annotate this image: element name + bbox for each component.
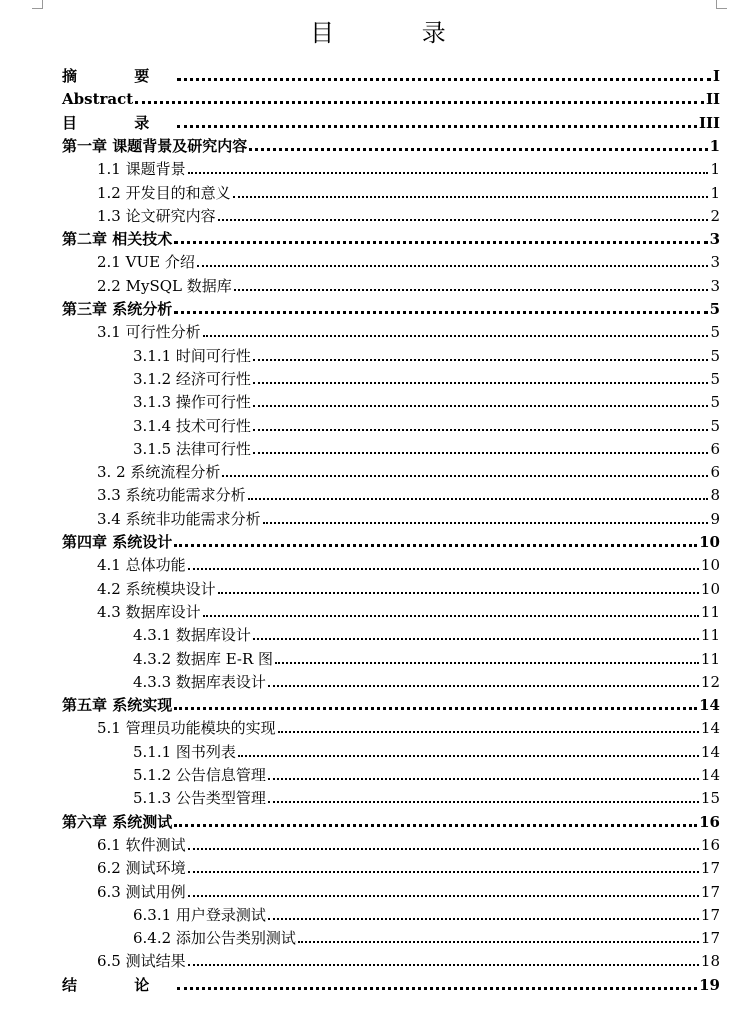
toc-dot-leader [298, 941, 699, 943]
toc-entry-title: 6.4.2 添加公告类别测试 [133, 929, 296, 948]
toc-entry-title: 3.1 可行性分析 [97, 323, 201, 342]
toc-entry-page-number: 17 [700, 905, 720, 924]
toc-entry[interactable] [62, 133, 720, 155]
toc-entry-page-number: 17 [700, 859, 720, 878]
toc-entry-title: 6.1 软件测试 [97, 835, 186, 854]
toc-entry[interactable] [62, 226, 720, 248]
toc-entry-page-number: 11 [700, 649, 720, 668]
toc-entry[interactable] [97, 599, 720, 621]
page-corner-mark-left [32, 0, 43, 9]
toc-entry-page-number: 5 [709, 300, 720, 318]
toc-dot-leader [188, 964, 699, 966]
toc-entry[interactable] [97, 948, 720, 970]
toc-entry-title: 4.3.2 数据库 E-R 图 [133, 649, 274, 668]
toc-entry[interactable] [97, 459, 720, 481]
toc-entry-title: 3.1.1 时间可行性 [133, 346, 251, 365]
toc-entry-page-number: 5 [710, 416, 720, 435]
toc-dot-leader [263, 522, 709, 524]
toc-entry-title: 3.1.2 经济可行性 [133, 369, 251, 388]
toc-dot-leader [238, 755, 699, 757]
toc-entry-title: 3.1.3 操作可行性 [133, 393, 251, 412]
toc-entry-page-number: 14 [700, 742, 720, 761]
toc-entry[interactable] [97, 879, 720, 901]
toc-entry-title: 4.1 总体功能 [97, 556, 186, 575]
toc-entry-page-number: 2 [710, 206, 720, 225]
toc-entry[interactable] [133, 739, 720, 761]
toc-entry-title: 3.1.5 法律可行性 [133, 439, 251, 458]
toc-entry[interactable] [133, 343, 720, 365]
toc-entry-title: 1.2 开发目的和意义 [97, 183, 231, 202]
toc-entry-title: 3.4 系统非功能需求分析 [97, 509, 261, 528]
toc-entry[interactable] [133, 925, 720, 947]
toc-entry-title: 5.1.3 公告类型管理 [133, 789, 266, 808]
toc-entry[interactable] [133, 646, 720, 668]
toc-entry-page-number: 16 [699, 812, 720, 831]
toc-entry-title: 3.1.4 技术可行性 [133, 416, 251, 435]
toc-entry-title: 6.3.1 用户登录测试 [133, 905, 266, 924]
toc-entry-page-number: 16 [700, 835, 720, 854]
toc-entry-title: 5.1.2 公告信息管理 [133, 766, 266, 784]
toc-entry-page-number: 1 [710, 160, 720, 179]
toc-dot-leader [174, 824, 697, 827]
toc-entry-title: 3.3 系统功能需求分析 [97, 486, 246, 505]
toc-entry-title: 1.1 课题背景 [97, 160, 186, 179]
toc-dot-leader [135, 101, 704, 104]
toc-dot-leader [177, 125, 697, 128]
toc-entry-title: 4.2 系统模块设计 [97, 579, 216, 598]
toc-entry[interactable] [62, 809, 720, 831]
toc-entry-page-number: 5 [710, 323, 720, 342]
toc-dot-leader [188, 172, 709, 174]
toc-entry-page-number: 5 [710, 369, 720, 388]
toc-entry-title: 6.2 测试环境 [97, 859, 186, 878]
toc-entry-page-number: 3 [710, 276, 720, 295]
toc-entry-title: 5.1 管理员功能模块的实现 [97, 719, 276, 738]
toc-entry-title: 第三章 系统分析 [62, 300, 173, 318]
toc-entry-page-number: 17 [700, 929, 720, 948]
toc-entry-page-number: 3 [709, 230, 720, 249]
toc-entry[interactable] [62, 86, 720, 108]
toc-entry[interactable] [133, 413, 720, 435]
toc-entry[interactable] [97, 156, 720, 178]
toc-entry[interactable] [62, 972, 720, 994]
toc-dot-leader [253, 382, 709, 384]
toc-entry-title: 2.2 MySQL 数据库 [97, 276, 232, 295]
toc-entry-page-number: 11 [700, 626, 720, 645]
toc-entry[interactable] [133, 902, 720, 924]
toc-dot-leader [188, 848, 699, 850]
toc-dot-leader [268, 685, 699, 687]
toc-dot-leader [177, 78, 711, 81]
toc-entry[interactable] [133, 669, 720, 691]
toc-entry[interactable] [97, 715, 720, 737]
toc-entry-title: 第二章 相关技术 [62, 230, 173, 249]
toc-entry-title: 4.3 数据库设计 [97, 602, 201, 621]
toc-entry-title: 第六章 系统测试 [62, 812, 173, 831]
toc-entry-page-number: 8 [710, 486, 720, 505]
toc-entry-page-number: 10 [700, 556, 720, 575]
toc-dot-leader [253, 359, 709, 361]
toc-entry[interactable] [62, 296, 720, 318]
toc-entry-page-number: 19 [699, 975, 720, 994]
toc-entry[interactable] [133, 366, 720, 388]
toc-entry-page-number: 15 [700, 789, 720, 808]
toc-dot-leader [174, 707, 697, 710]
toc-dot-leader [275, 662, 699, 664]
toc-dot-leader [203, 335, 709, 337]
toc-entry-title: 第五章 系统实现 [62, 696, 173, 715]
toc-dot-leader [188, 895, 699, 897]
toc-dot-leader [248, 498, 709, 500]
toc-entry-title: 3. 2 系统流程分析 [97, 463, 221, 482]
toc-entry[interactable] [97, 855, 720, 877]
toc-dot-leader [253, 429, 709, 431]
toc-entry-title: 4.3.3 数据库表设计 [133, 672, 266, 691]
toc-dot-leader [174, 241, 707, 244]
toc-entry-title: 6.3 测试用例 [97, 882, 186, 901]
toc-entry[interactable] [133, 622, 720, 644]
toc-entry[interactable] [97, 203, 720, 225]
toc-entry-page-number: 14 [700, 719, 720, 738]
toc-dot-leader [253, 405, 709, 407]
toc-dot-leader [203, 615, 699, 617]
toc-entry[interactable] [62, 692, 720, 714]
toc-entry-title: 5.1.1 图书列表 [133, 742, 236, 761]
toc-dot-leader [218, 219, 709, 221]
toc-entry-title: 6.5 测试结果 [97, 952, 186, 971]
toc-entry-page-number: 14 [699, 696, 720, 715]
toc-dot-leader [249, 148, 707, 151]
toc-entry-page-number: 10 [700, 579, 720, 598]
toc-dot-leader [278, 731, 699, 733]
toc-entry[interactable] [97, 180, 720, 202]
toc-entry-page-number: II [705, 90, 720, 109]
toc-entry-page-number: 9 [710, 509, 720, 528]
toc-entry[interactable] [97, 249, 720, 271]
page-title: 目 录 [310, 19, 486, 47]
toc-dot-leader [234, 289, 709, 291]
toc-entry[interactable] [97, 273, 720, 295]
toc-entry[interactable] [62, 110, 720, 132]
toc-entry-title: 目 录 [62, 113, 176, 132]
toc-dot-leader [268, 778, 699, 780]
toc-entry-page-number: 6 [710, 439, 720, 458]
toc-dot-leader [174, 544, 697, 547]
toc-entry-page-number: 10 [699, 533, 720, 551]
toc-entry-page-number: 3 [710, 253, 720, 272]
toc-entry[interactable] [97, 832, 720, 854]
toc-dot-leader [253, 638, 699, 640]
toc-entry[interactable] [97, 576, 720, 598]
toc-dot-leader [188, 871, 699, 873]
toc-dot-leader [218, 592, 699, 594]
toc-dot-leader [233, 196, 709, 198]
toc-entry[interactable] [62, 63, 720, 85]
toc-entry-title: 摘 要 [62, 67, 176, 85]
toc-entry-page-number: 17 [700, 882, 720, 901]
toc-entry-page-number: 14 [700, 766, 720, 784]
toc-entry-title: 第四章 系统设计 [62, 533, 173, 551]
page-corner-mark-right [716, 0, 727, 9]
toc-entry-title: Abstract [62, 90, 134, 109]
toc-dot-leader [174, 311, 707, 314]
toc-entry-page-number: 18 [700, 952, 720, 971]
toc-entry-title: 结 论 [62, 975, 176, 994]
toc-entry-page-number: 6 [710, 463, 720, 482]
toc-entry-title: 2.1 VUE 介绍 [97, 253, 195, 272]
toc-entry-title: 1.3 论文研究内容 [97, 206, 216, 225]
toc-entry-page-number: 5 [710, 346, 720, 365]
toc-entry-title: 第一章 课题背景及研究内容 [62, 136, 248, 155]
toc-dot-leader [177, 987, 697, 990]
toc-entry-title: 4.3.1 数据库设计 [133, 626, 251, 645]
toc-entry-page-number: 1 [710, 183, 720, 202]
toc-dot-leader [268, 918, 699, 920]
toc-entry[interactable] [97, 482, 720, 504]
toc-entry-page-number: 12 [700, 672, 720, 691]
toc-dot-leader [253, 452, 709, 454]
toc-entry-page-number: 1 [709, 136, 720, 155]
toc-entry-page-number: 5 [710, 393, 720, 412]
toc-entry[interactable] [97, 319, 720, 341]
toc-dot-leader [268, 801, 699, 803]
toc-entry[interactable] [97, 552, 720, 574]
toc-entry-page-number: III [698, 113, 720, 132]
toc-dot-leader [197, 265, 709, 267]
toc-dot-leader [222, 475, 708, 477]
toc-dot-leader [188, 568, 699, 570]
toc-entry[interactable] [133, 785, 720, 807]
toc-entry-page-number: 11 [700, 602, 720, 621]
toc-entry[interactable] [133, 389, 720, 411]
toc-entry[interactable] [133, 436, 720, 458]
toc-entry[interactable] [97, 506, 720, 528]
toc-entry[interactable] [62, 529, 720, 551]
toc-entry-page-number: I [712, 67, 720, 85]
toc-entry[interactable] [133, 762, 720, 784]
